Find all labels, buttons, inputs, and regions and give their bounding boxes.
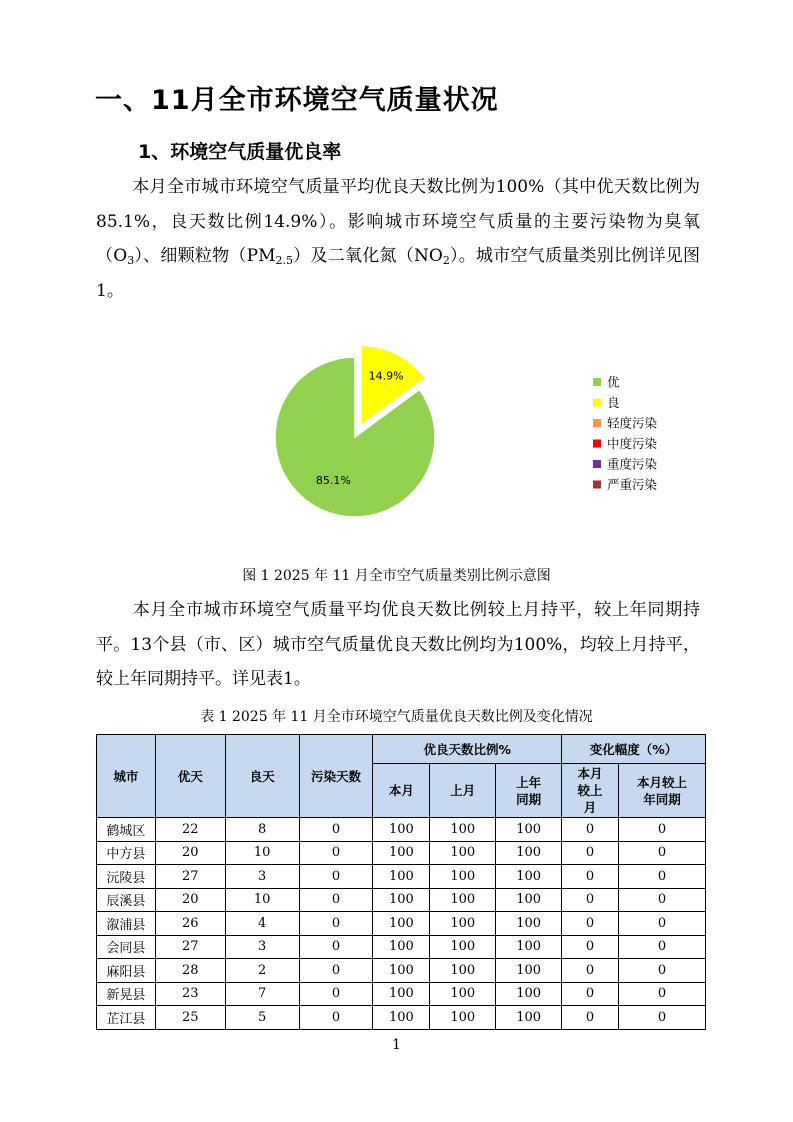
value-cell: 100 <box>430 841 496 865</box>
value-cell: 0 <box>562 865 619 889</box>
value-cell: 100 <box>373 935 430 959</box>
value-cell: 0 <box>299 841 373 865</box>
city-cell: 新晃县 <box>97 982 156 1006</box>
value-cell: 0 <box>619 841 706 865</box>
air-quality-table <box>96 734 706 1030</box>
value-cell: 100 <box>496 959 562 983</box>
value-cell: 100 <box>430 1006 496 1030</box>
header-city: 城市 <box>97 735 156 818</box>
value-cell: 10 <box>225 888 299 912</box>
table-row <box>97 935 706 959</box>
legend-swatch <box>593 399 601 407</box>
value-cell: 100 <box>430 982 496 1006</box>
value-cell: 100 <box>430 818 496 842</box>
value-cell: 100 <box>430 865 496 889</box>
header-change-group: 变化幅度（%） <box>562 735 706 764</box>
value-cell: 0 <box>619 959 706 983</box>
city-cell: 鹤城区 <box>97 818 156 842</box>
value-cell: 0 <box>299 888 373 912</box>
value-cell: 100 <box>430 912 496 936</box>
value-cell: 100 <box>373 982 430 1006</box>
city-cell: 溆浦县 <box>97 912 156 936</box>
value-cell: 0 <box>299 959 373 983</box>
value-cell: 100 <box>430 959 496 983</box>
page-number: 1 <box>392 1037 401 1053</box>
legend-label: 轻度污染 <box>607 415 658 431</box>
legend-swatch <box>593 378 601 386</box>
value-cell: 25 <box>155 1006 225 1030</box>
table-row <box>97 865 706 889</box>
value-cell: 0 <box>562 935 619 959</box>
value-cell: 0 <box>619 865 706 889</box>
header-vs-last-month: 本月较上月 <box>562 764 619 818</box>
value-cell: 100 <box>496 841 562 865</box>
value-cell: 0 <box>562 1006 619 1030</box>
value-cell: 0 <box>562 959 619 983</box>
table-row <box>97 1006 706 1030</box>
value-cell: 100 <box>373 912 430 936</box>
value-cell: 0 <box>619 818 706 842</box>
value-cell: 0 <box>562 888 619 912</box>
legend-swatch <box>593 440 601 448</box>
table-body <box>97 818 706 1030</box>
pie-data-label: 85.1% <box>315 473 351 487</box>
value-cell: 100 <box>496 818 562 842</box>
value-cell: 100 <box>496 865 562 889</box>
table-caption: 表 1 2025 年 11 月全市环境空气质量优良天数比例及变化情况 <box>200 709 593 725</box>
value-cell: 0 <box>562 818 619 842</box>
city-cell: 芷江县 <box>97 1006 156 1030</box>
value-cell: 23 <box>155 982 225 1006</box>
table-row <box>97 888 706 912</box>
value-cell: 100 <box>430 935 496 959</box>
table-row <box>97 841 706 865</box>
value-cell: 100 <box>373 888 430 912</box>
value-cell: 0 <box>619 912 706 936</box>
pie-data-label: 14.9% <box>368 369 404 383</box>
value-cell: 27 <box>155 865 225 889</box>
city-cell: 辰溪县 <box>97 888 156 912</box>
value-cell: 100 <box>373 841 430 865</box>
value-cell: 0 <box>619 1006 706 1030</box>
legend-label: 优 <box>607 374 620 390</box>
figure-caption: 图 1 2025 年 11 月全市空气质量类别比例示意图 <box>242 568 551 584</box>
value-cell: 10 <box>225 841 299 865</box>
value-cell: 28 <box>155 959 225 983</box>
value-cell: 100 <box>496 912 562 936</box>
value-cell: 0 <box>299 818 373 842</box>
header-last-month: 上月 <box>430 764 496 818</box>
legend-swatch <box>593 460 601 468</box>
value-cell: 2 <box>225 959 299 983</box>
header-last-year: 上年同期 <box>496 764 562 818</box>
value-cell: 22 <box>155 818 225 842</box>
value-cell: 0 <box>619 935 706 959</box>
value-cell: 0 <box>299 935 373 959</box>
legend-swatch <box>593 481 601 489</box>
header-good-days: 良天 <box>225 735 299 818</box>
value-cell: 7 <box>225 982 299 1006</box>
value-cell: 100 <box>373 818 430 842</box>
value-cell: 0 <box>299 1006 373 1030</box>
table-row <box>97 959 706 983</box>
legend-swatch <box>593 419 601 427</box>
value-cell: 100 <box>496 982 562 1006</box>
value-cell: 4 <box>225 912 299 936</box>
value-cell: 8 <box>225 818 299 842</box>
legend-label: 重度污染 <box>607 456 658 472</box>
table-row <box>97 912 706 936</box>
value-cell: 0 <box>562 912 619 936</box>
city-cell: 麻阳县 <box>97 959 156 983</box>
value-cell: 100 <box>373 865 430 889</box>
legend-label: 良 <box>607 395 620 410</box>
value-cell: 0 <box>619 982 706 1006</box>
value-cell: 100 <box>430 888 496 912</box>
table-row <box>97 982 706 1006</box>
pie-chart <box>260 330 680 540</box>
value-cell: 100 <box>373 959 430 983</box>
value-cell: 27 <box>155 935 225 959</box>
value-cell: 0 <box>299 982 373 1006</box>
value-cell: 3 <box>225 865 299 889</box>
legend-label: 中度污染 <box>607 436 658 451</box>
value-cell: 3 <box>225 935 299 959</box>
header-this-month: 本月 <box>373 764 430 818</box>
header-ratio-group: 优良天数比例% <box>373 735 562 764</box>
paragraph-comparison: 本月全市城市环境空气质量平均优良天数比例较上月持平，较上年同期持平。13个县（市、区）城市空气质量优良天数比例均为100%，均较上月持平，较上年同期持平。详见表1。 <box>96 600 700 689</box>
paragraph-air-quality-summary: 本月全市城市环境空气质量平均优良天数比例为100%（其中优天数比例为85.1%，良天数比例14.9%）。影响城市环境空气质量的主要污染物为臭氧$(O_3)$、细颗粒物$(PM_{2.5})$及二氧化氮$(NO_2)$。城市空气质量类别比例详见图1。 <box>96 177 701 301</box>
value-cell: 0 <box>299 912 373 936</box>
value-cell: 100 <box>373 1006 430 1030</box>
value-cell: 0 <box>619 888 706 912</box>
value-cell: 100 <box>496 888 562 912</box>
value-cell: 26 <box>155 912 225 936</box>
page-heading: 一、11月全市环境空气质量状况 <box>95 85 499 116</box>
value-cell: 0 <box>299 865 373 889</box>
table-row <box>97 818 706 842</box>
value-cell: 100 <box>496 1006 562 1030</box>
header-vs-last-year: 本月较上年同期 <box>619 764 706 818</box>
section-heading: 1、环境空气质量优良率 <box>138 141 342 163</box>
city-cell: 中方县 <box>97 841 156 865</box>
city-cell: 会同县 <box>97 935 156 959</box>
value-cell: 20 <box>155 888 225 912</box>
value-cell: 0 <box>562 982 619 1006</box>
value-cell: 100 <box>496 935 562 959</box>
header-polluted-days: 污染天数 <box>299 735 373 818</box>
value-cell: 0 <box>562 841 619 865</box>
value-cell: 5 <box>225 1006 299 1030</box>
header-excellent-days: 优天 <box>155 735 225 818</box>
legend-label: 严重污染 <box>607 477 658 492</box>
city-cell: 沅陵县 <box>97 865 156 889</box>
value-cell: 20 <box>155 841 225 865</box>
